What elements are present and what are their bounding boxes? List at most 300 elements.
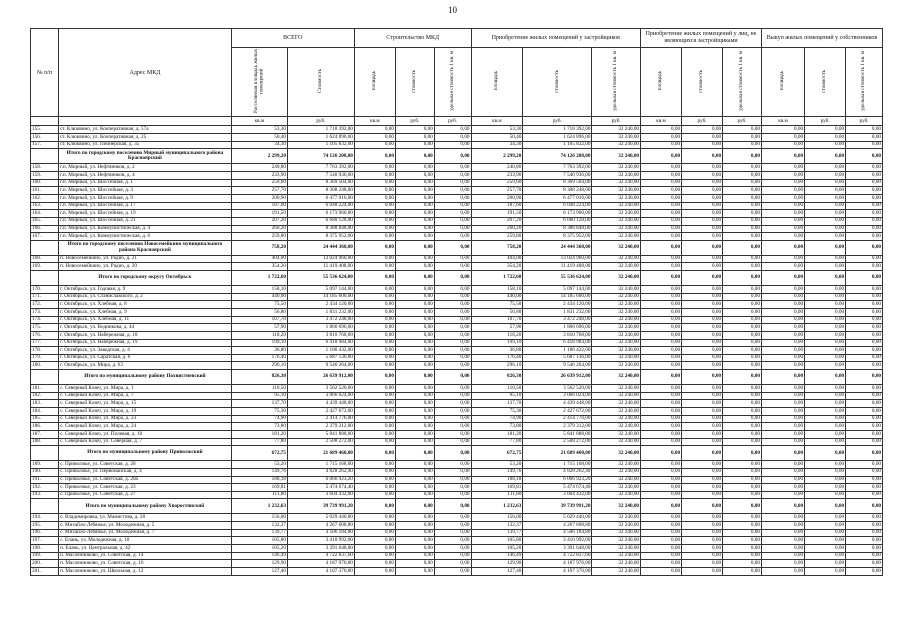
non-developer-value-cell: 0,00 — [682, 400, 723, 408]
address-cell: с. Приволжье, ул. Советская, д. 20а — [59, 476, 232, 484]
buyout-value-cell: 0,00 — [805, 537, 846, 545]
table-row — [31, 255, 883, 263]
construction-area-cell: 0,00 — [354, 514, 395, 522]
buyout-value-cell: 0,00 — [846, 537, 883, 545]
non-developer-value-cell: 0,00 — [723, 134, 762, 142]
table-row — [31, 225, 883, 233]
buyout-value-cell: 0,00 — [805, 149, 846, 164]
total-cost-cell: 6 048 224,00 — [287, 202, 354, 210]
table-row — [31, 552, 883, 560]
table-row — [31, 537, 883, 545]
table-row — [31, 468, 883, 476]
address-cell: г.п. Мирный, ул. Нефтяников, д. 2 — [59, 164, 232, 172]
row-number: 194. — [31, 514, 59, 522]
buyout-value-cell: 0,00 — [805, 408, 846, 416]
address-cell: с. Северный Ключ, ул. Мира, д. 7 — [59, 392, 232, 400]
construction-area-cell: 0,00 — [354, 415, 395, 423]
construction-cost-cell: 0,00 — [395, 423, 434, 431]
column-label-text: стоимость — [411, 69, 418, 93]
non-developer-value-cell: 0,00 — [723, 347, 762, 355]
non-developer-value-cell: 0,00 — [641, 293, 682, 301]
total-cost-cell: 7 540 936,00 — [287, 172, 354, 180]
total-area-cell: 207,20 — [231, 217, 287, 225]
buyout-value-cell: 0,00 — [846, 179, 883, 187]
developer-area-cell: 53,30 — [471, 126, 523, 134]
developer-unit-cost-cell: 32 240,00 — [592, 423, 641, 431]
buyout-value-cell: 0,00 — [805, 308, 846, 316]
buyout-value-cell: 0,00 — [846, 217, 883, 225]
total-cost-cell: 2 379 312,00 — [287, 423, 354, 431]
row-number: 170. — [31, 286, 59, 294]
buyout-value-cell: 0,00 — [846, 430, 883, 438]
construction-cost-cell: 0,00 — [395, 484, 434, 492]
address-cell: г. Октябрьск, ул. Водникова, д. 44 — [59, 324, 232, 332]
construction-unit-cost-cell: 0,00 — [434, 461, 471, 469]
buyout-value-cell: 0,00 — [761, 438, 804, 446]
total-area-cell: 257,70 — [231, 187, 287, 195]
total-cost-cell: 7 763 392,00 — [287, 164, 354, 172]
buyout-value-cell: 0,00 — [761, 423, 804, 431]
buyout-value-cell: 0,00 — [846, 552, 883, 560]
buyout-value-cell: 0,00 — [761, 194, 804, 202]
buyout-value-cell: 0,00 — [761, 233, 804, 241]
developer-cost-cell: 4 722 837,60 — [523, 552, 592, 560]
non-developer-value-cell: 0,00 — [682, 468, 723, 476]
address-cell: п. Масленниково, ул. Школьная, д. 12 — [59, 567, 232, 575]
developer-cost-cell: 2 414 776,00 — [523, 415, 592, 423]
non-developer-value-cell: 0,00 — [682, 331, 723, 339]
buyout-value-cell: 0,00 — [846, 263, 883, 271]
row-number: 190. — [31, 468, 59, 476]
total-cost-cell: 1 831 232,00 — [287, 308, 354, 316]
table-row — [31, 141, 883, 149]
developer-area-cell: 260,20 — [471, 225, 523, 233]
header-group-construction: Строительство МКД — [354, 29, 471, 48]
non-developer-value-cell: 0,00 — [723, 210, 762, 218]
non-developer-value-cell: 0,00 — [723, 187, 762, 195]
row-number: 155. — [31, 126, 59, 134]
row-number: 195. — [31, 522, 59, 530]
buyout-value-cell: 0,00 — [761, 347, 804, 355]
construction-unit-cost-cell: 0,00 — [434, 392, 471, 400]
address-cell: с. Северный Ключ, ул. Мира, д. 19 — [59, 408, 232, 416]
non-developer-value-cell: 0,00 — [723, 362, 762, 370]
developer-unit-cost-cell: 32 240,00 — [592, 172, 641, 180]
construction-area-cell: 0,00 — [354, 308, 395, 316]
non-developer-value-cell: 0,00 — [682, 194, 723, 202]
buyout-value-cell: 0,00 — [846, 529, 883, 537]
unit-blank — [59, 117, 232, 126]
developer-area-cell: 758,20 — [471, 240, 523, 255]
table-row — [31, 172, 883, 180]
non-developer-value-cell: 0,00 — [641, 217, 682, 225]
construction-cost-cell: 0,00 — [395, 430, 434, 438]
construction-area-cell: 0,00 — [354, 240, 395, 255]
construction-cost-cell: 0,00 — [395, 392, 434, 400]
construction-unit-cost-cell: 0,00 — [434, 293, 471, 301]
non-developer-value-cell: 0,00 — [641, 225, 682, 233]
construction-cost-cell: 0,00 — [395, 499, 434, 514]
developer-unit-cost-cell: 32 240,00 — [592, 529, 641, 537]
developer-cost-cell: 5 474 674,40 — [523, 484, 592, 492]
buyout-value-cell: 0,00 — [761, 225, 804, 233]
table-row — [31, 179, 883, 187]
total-cost-cell: 1 866 696,00 — [287, 324, 354, 332]
row-number: 185. — [31, 415, 59, 423]
construction-cost-cell: 0,00 — [395, 286, 434, 294]
developer-unit-cost-cell: 32 240,00 — [592, 210, 641, 218]
buyout-value-cell: 0,00 — [846, 446, 883, 461]
table-row — [31, 385, 883, 393]
address-cell: г.п. Мирный, ул. Шоссейная, д. 9 — [59, 194, 232, 202]
buyout-value-cell: 0,00 — [846, 225, 883, 233]
buyout-value-cell: 0,00 — [761, 567, 804, 575]
developer-area-cell: 2 299,20 — [471, 149, 523, 164]
buyout-value-cell: 0,00 — [846, 491, 883, 499]
developer-area-cell: 156,00 — [471, 514, 523, 522]
total-cost-cell: 24 444 368,00 — [287, 240, 354, 255]
buyout-value-cell: 0,00 — [846, 400, 883, 408]
address-cell: г. Октябрьск, ул. Хлебная, д. 9 — [59, 308, 232, 316]
table-row — [31, 560, 883, 568]
developer-area-cell: 259,60 — [471, 179, 523, 187]
table-row — [31, 491, 883, 499]
buyout-value-cell: 0,00 — [846, 172, 883, 180]
buyout-value-cell: 0,00 — [805, 324, 846, 332]
buyout-value-cell: 0,00 — [805, 545, 846, 553]
buyout-value-cell: 0,00 — [846, 308, 883, 316]
table-row — [31, 331, 883, 339]
buyout-value-cell: 0,00 — [761, 499, 804, 514]
developer-cost-cell: 3 391 648,00 — [523, 545, 592, 553]
developer-cost-cell: 5 841 888,00 — [523, 430, 592, 438]
column-unit: кв.м — [231, 117, 287, 126]
total-cost-cell: 4 267 608,80 — [287, 522, 354, 530]
row-number: 186. — [31, 423, 59, 431]
buyout-value-cell: 0,00 — [805, 354, 846, 362]
total-area-cell: 146,49 — [231, 552, 287, 560]
table-row — [31, 476, 883, 484]
non-developer-value-cell: 0,00 — [641, 415, 682, 423]
developer-cost-cell: 4 267 608,80 — [523, 522, 592, 530]
column-unit: руб. — [723, 117, 762, 126]
total-area-cell: 404,00 — [231, 255, 287, 263]
address-cell: Итого по городскому округу Октябрьск — [59, 271, 232, 286]
total-cost-cell: 3 604 432,00 — [287, 491, 354, 499]
buyout-value-cell: 0,00 — [805, 430, 846, 438]
table-row — [31, 567, 883, 575]
address-cell: п. Новосемейкино, ул. Радио, д. 20 — [59, 263, 232, 271]
non-developer-value-cell: 0,00 — [682, 484, 723, 492]
non-developer-value-cell: 0,00 — [723, 438, 762, 446]
developer-unit-cost-cell: 32 240,00 — [592, 354, 641, 362]
total-area-cell: 672,75 — [231, 446, 287, 461]
address-cell: с. Северный Ключ, ул. Мира, д. 15 — [59, 400, 232, 408]
developer-cost-cell: 4 439 448,00 — [523, 400, 592, 408]
table-row — [31, 217, 883, 225]
non-developer-value-cell: 0,00 — [723, 331, 762, 339]
buyout-value-cell: 0,00 — [805, 560, 846, 568]
column-label — [805, 48, 846, 117]
address-cell: г. Октябрьск, ул. Станиславского, д. 2 — [59, 293, 232, 301]
construction-cost-cell: 0,00 — [395, 134, 434, 142]
address-cell: с. Приволжье, ул. Советская, д. 27 — [59, 491, 232, 499]
construction-unit-cost-cell: 0,00 — [434, 179, 471, 187]
developer-unit-cost-cell: 32 240,00 — [592, 194, 641, 202]
construction-area-cell: 0,00 — [354, 438, 395, 446]
buyout-value-cell: 0,00 — [761, 408, 804, 416]
buyout-value-cell: 0,00 — [846, 476, 883, 484]
construction-unit-cost-cell: 0,00 — [434, 347, 471, 355]
developer-cost-cell: 4 187 976,00 — [523, 560, 592, 568]
total-area-cell: 156,00 — [231, 514, 287, 522]
developer-unit-cost-cell: 32 240,00 — [592, 187, 641, 195]
column-label — [354, 48, 395, 117]
developer-cost-cell: 3 562 520,00 — [523, 385, 592, 393]
developer-cost-cell: 13 024 960,00 — [523, 255, 592, 263]
buyout-value-cell: 0,00 — [805, 446, 846, 461]
construction-area-cell: 0,00 — [354, 354, 395, 362]
total-area-cell: 132,37 — [231, 522, 287, 530]
developer-cost-cell: 8 308 248,00 — [523, 187, 592, 195]
developer-cost-cell: 2 508 272,00 — [523, 438, 592, 446]
total-cost-cell: 3 410 992,00 — [287, 537, 354, 545]
construction-area-cell: 0,00 — [354, 461, 395, 469]
total-cost-cell: 6 680 128,00 — [287, 217, 354, 225]
construction-cost-cell: 0,00 — [395, 339, 434, 347]
table-row — [31, 301, 883, 309]
non-developer-value-cell: 0,00 — [723, 354, 762, 362]
buyout-value-cell: 0,00 — [846, 141, 883, 149]
total-area-cell: 259,60 — [231, 179, 287, 187]
non-developer-value-cell: 0,00 — [641, 476, 682, 484]
construction-unit-cost-cell: 0,00 — [434, 385, 471, 393]
construction-area-cell: 0,00 — [354, 126, 395, 134]
buyout-value-cell: 0,00 — [846, 415, 883, 423]
total-area-cell: 200,90 — [231, 194, 287, 202]
total-cost-cell: 4 722 837,60 — [287, 552, 354, 560]
construction-area-cell: 0,00 — [354, 187, 395, 195]
buyout-value-cell: 0,00 — [761, 202, 804, 210]
developer-unit-cost-cell: 32 240,00 — [592, 202, 641, 210]
address-cell: Итого по муниципальному району Хворостянский — [59, 499, 232, 514]
non-developer-value-cell: 0,00 — [641, 370, 682, 385]
non-developer-value-cell: 0,00 — [641, 324, 682, 332]
buyout-value-cell: 0,00 — [761, 308, 804, 316]
non-developer-value-cell: 0,00 — [641, 545, 682, 553]
address-cell: Итого по муниципальному району Похвистневский — [59, 370, 232, 385]
row-number: 175. — [31, 324, 59, 332]
developer-area-cell: 77,80 — [471, 438, 523, 446]
total-area-cell: 187,60 — [231, 202, 287, 210]
buyout-value-cell: 0,00 — [805, 301, 846, 309]
construction-area-cell: 0,00 — [354, 331, 395, 339]
row-number: 181. — [31, 385, 59, 393]
non-developer-value-cell: 0,00 — [682, 567, 723, 575]
construction-unit-cost-cell: 0,00 — [434, 408, 471, 416]
developer-area-cell: 139,77 — [471, 529, 523, 537]
non-developer-value-cell: 0,00 — [682, 545, 723, 553]
column-label-text: площадь — [493, 71, 500, 91]
developer-unit-cost-cell: 32 240,00 — [592, 263, 641, 271]
total-area-cell: 110,50 — [231, 385, 287, 393]
buyout-value-cell: 0,00 — [805, 271, 846, 286]
total-area-cell: 354,20 — [231, 263, 287, 271]
construction-unit-cost-cell: 0,00 — [434, 286, 471, 294]
row-number: 169. — [31, 263, 59, 271]
column-label-text: удельная стоимость 1 кв. м — [860, 51, 867, 111]
total-cost-cell: 3 066 024,00 — [287, 392, 354, 400]
construction-unit-cost-cell: 0,00 — [434, 476, 471, 484]
column-label — [761, 48, 804, 117]
developer-unit-cost-cell: 32 240,00 — [592, 293, 641, 301]
non-developer-value-cell: 0,00 — [682, 408, 723, 416]
non-developer-value-cell: 0,00 — [682, 217, 723, 225]
construction-cost-cell: 0,00 — [395, 385, 434, 393]
total-area-cell: 75,50 — [231, 301, 287, 309]
non-developer-value-cell: 0,00 — [723, 484, 762, 492]
developer-area-cell: 207,20 — [471, 217, 523, 225]
header-group-non-developers: Приобретение жилых помещений у лиц, не являющихся застройщиками — [641, 29, 762, 48]
construction-area-cell: 0,00 — [354, 255, 395, 263]
non-developer-value-cell: 0,00 — [682, 385, 723, 393]
column-unit: руб. — [523, 117, 592, 126]
non-developer-value-cell: 0,00 — [723, 233, 762, 241]
non-developer-value-cell: 0,00 — [641, 164, 682, 172]
row-number: 171. — [31, 293, 59, 301]
construction-area-cell: 0,00 — [354, 347, 395, 355]
developer-area-cell: 404,00 — [471, 255, 523, 263]
buyout-value-cell: 0,00 — [761, 293, 804, 301]
buyout-value-cell: 0,00 — [805, 179, 846, 187]
construction-cost-cell: 0,00 — [395, 179, 434, 187]
buyout-value-cell: 0,00 — [805, 134, 846, 142]
non-developer-value-cell: 0,00 — [641, 514, 682, 522]
construction-cost-cell: 0,00 — [395, 476, 434, 484]
table-row — [31, 461, 883, 469]
address-cell: г.п. Мирный, ул. Коммунистическая, д. 6 — [59, 233, 232, 241]
buyout-value-cell: 0,00 — [846, 438, 883, 446]
buyout-value-cell: 0,00 — [805, 514, 846, 522]
construction-cost-cell: 0,00 — [395, 537, 434, 545]
construction-area-cell: 0,00 — [354, 301, 395, 309]
construction-area-cell: 0,00 — [354, 522, 395, 530]
row-number: 157. — [31, 141, 59, 149]
developer-cost-cell: 9 546 264,00 — [523, 362, 592, 370]
column-label-text: удельная стоимость 1 кв. м — [738, 51, 745, 111]
non-developer-value-cell: 0,00 — [641, 430, 682, 438]
buyout-value-cell: 0,00 — [846, 187, 883, 195]
construction-area-cell: 0,00 — [354, 316, 395, 324]
address-cell: г.п. Мирный, ул. Коммунистическая, д. 4 — [59, 225, 232, 233]
table-row — [31, 339, 883, 347]
buyout-value-cell: 0,00 — [761, 354, 804, 362]
non-developer-value-cell: 0,00 — [723, 529, 762, 537]
table-row — [31, 187, 883, 195]
row-number: 161. — [31, 187, 59, 195]
address-cell: г. Октябрьск, ул. Набережная, д. 19 — [59, 339, 232, 347]
address-cell: п. Елань, ул. Центральная, д. 42 — [59, 545, 232, 553]
construction-area-cell: 0,00 — [354, 172, 395, 180]
buyout-value-cell: 0,00 — [761, 362, 804, 370]
construction-unit-cost-cell: 0,00 — [434, 362, 471, 370]
buyout-value-cell: 0,00 — [805, 194, 846, 202]
non-developer-value-cell: 0,00 — [723, 499, 762, 514]
buyout-value-cell: 0,00 — [805, 293, 846, 301]
buyout-value-cell: 0,00 — [761, 271, 804, 286]
buyout-value-cell: 0,00 — [846, 354, 883, 362]
developer-area-cell: 110,50 — [471, 385, 523, 393]
buyout-value-cell: 0,00 — [805, 217, 846, 225]
total-cost-cell: 2 427 672,00 — [287, 408, 354, 416]
construction-area-cell: 0,00 — [354, 476, 395, 484]
buyout-value-cell: 0,00 — [846, 408, 883, 416]
buyout-value-cell: 0,00 — [846, 385, 883, 393]
developer-unit-cost-cell: 32 240,00 — [592, 149, 641, 164]
row-number — [31, 499, 59, 514]
non-developer-value-cell: 0,00 — [641, 172, 682, 180]
non-developer-value-cell: 0,00 — [641, 308, 682, 316]
non-developer-value-cell: 0,00 — [682, 308, 723, 316]
table-row — [31, 324, 883, 332]
construction-unit-cost-cell: 0,00 — [434, 308, 471, 316]
table-row — [31, 210, 883, 218]
total-cost-cell: 6 066 923,20 — [287, 476, 354, 484]
row-number — [31, 149, 59, 164]
construction-unit-cost-cell: 0,00 — [434, 301, 471, 309]
non-developer-value-cell: 0,00 — [723, 179, 762, 187]
developer-unit-cost-cell: 32 240,00 — [592, 461, 641, 469]
buyout-value-cell: 0,00 — [846, 484, 883, 492]
buyout-value-cell: 0,00 — [805, 484, 846, 492]
total-area-cell: 826,30 — [231, 370, 287, 385]
buyout-value-cell: 0,00 — [805, 347, 846, 355]
non-developer-value-cell: 0,00 — [682, 522, 723, 530]
construction-cost-cell: 0,00 — [395, 461, 434, 469]
developer-cost-cell: 4 828 262,40 — [523, 468, 592, 476]
developer-area-cell: 53,20 — [471, 461, 523, 469]
buyout-value-cell: 0,00 — [805, 331, 846, 339]
construction-unit-cost-cell: 0,00 — [434, 529, 471, 537]
buyout-value-cell: 0,00 — [846, 362, 883, 370]
total-cost-cell: 3 562 520,00 — [287, 385, 354, 393]
construction-area-cell: 0,00 — [354, 446, 395, 461]
non-developer-value-cell: 0,00 — [641, 529, 682, 537]
developer-cost-cell: 14 185 600,00 — [523, 293, 592, 301]
non-developer-value-cell: 0,00 — [641, 194, 682, 202]
developer-unit-cost-cell: 32 240,00 — [592, 179, 641, 187]
total-cost-cell: 8 375 952,00 — [287, 233, 354, 241]
buyout-value-cell: 0,00 — [761, 217, 804, 225]
buyout-value-cell: 0,00 — [846, 370, 883, 385]
construction-cost-cell: 0,00 — [395, 255, 434, 263]
total-cost-cell: 6 173 960,00 — [287, 210, 354, 218]
non-developer-value-cell: 0,00 — [682, 552, 723, 560]
developer-unit-cost-cell: 32 240,00 — [592, 468, 641, 476]
buyout-value-cell: 0,00 — [846, 392, 883, 400]
buyout-value-cell: 0,00 — [761, 316, 804, 324]
non-developer-value-cell: 0,00 — [682, 423, 723, 431]
total-cost-cell: 2 434 120,00 — [287, 301, 354, 309]
construction-cost-cell: 0,00 — [395, 370, 434, 385]
developer-area-cell: 233,90 — [471, 172, 523, 180]
developer-cost-cell: 5 029 440,00 — [523, 514, 592, 522]
row-number: 163. — [31, 202, 59, 210]
buyout-value-cell: 0,00 — [761, 385, 804, 393]
address-cell: г. Октябрьск, ул. Мира, д. 63 — [59, 362, 232, 370]
non-developer-value-cell: 0,00 — [723, 255, 762, 263]
buyout-value-cell: 0,00 — [846, 149, 883, 164]
